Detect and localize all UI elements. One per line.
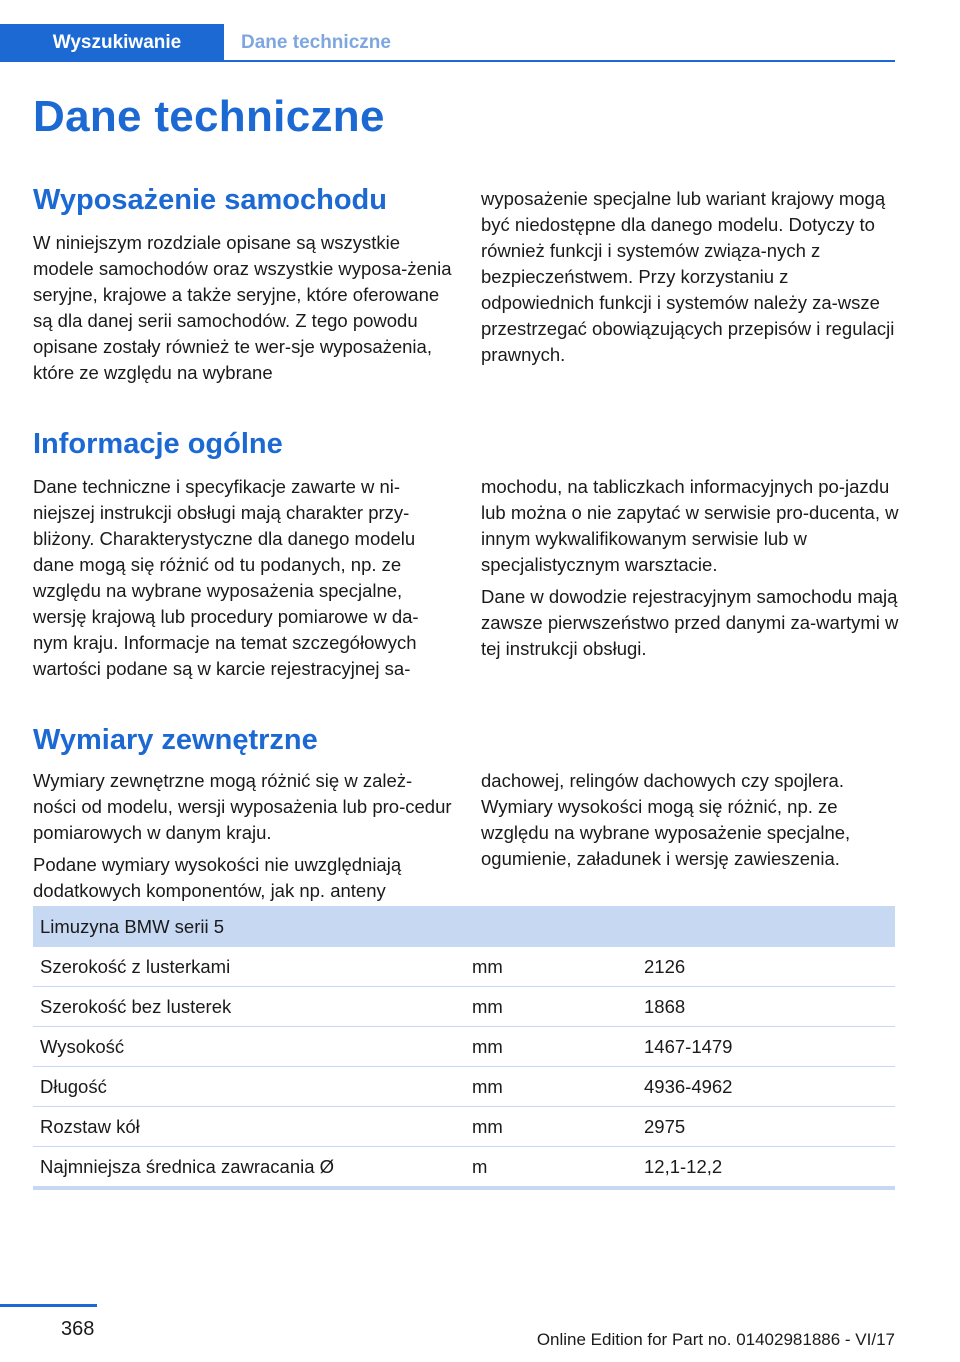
row-value: 1868 bbox=[637, 987, 895, 1027]
row-label: Szerokość z lusterkami bbox=[33, 947, 465, 987]
paragraph: Dane techniczne i specyfikacje zawarte w ni‐niejszej instrukcji obsługi mają charakter przy‐bliżony. Charakterystyczne dla danego modelu dane mogą się różnić od tu podanych, np. ze względu na wybrane wyposażenia specjalne, wersję krajową lub procedury pomiarowe w da‐nym kraju. Informacje na temat szczegółowych wartości podane są w karcie rejestracyjnej sa‐ bbox=[33, 476, 419, 679]
table-header: Limuzyna BMW serii 5 bbox=[33, 906, 895, 947]
row-value: 1467-1479 bbox=[637, 1027, 895, 1067]
section-wymiary-left bbox=[33, 768, 453, 910]
row-value: 2126 bbox=[637, 947, 895, 987]
table-header-row bbox=[33, 906, 895, 947]
row-unit: mm bbox=[465, 947, 637, 987]
row-unit: mm bbox=[465, 1067, 637, 1107]
edition-footer: Online Edition for Part no. 01402981886 - VI/17 bbox=[536, 1330, 895, 1349]
row-label: Wysokość bbox=[33, 1027, 465, 1067]
row-label: Najmniejsza średnica zawracania Ø bbox=[33, 1147, 465, 1189]
page-number: 368 bbox=[61, 1318, 95, 1340]
section-heading-wyposazenie: Wyposażenie samochodu bbox=[33, 184, 387, 216]
paragraph: Wymiary zewnętrzne mogą różnić się w zależ‐ności od modelu, wersji wyposażenia lub pro‐cedur pomiarowych w danym kraju. bbox=[33, 770, 452, 843]
page-number-rule bbox=[0, 1304, 97, 1307]
section-wyposazenie-right bbox=[481, 186, 901, 374]
row-unit: mm bbox=[465, 1027, 637, 1067]
section-heading-informacje: Informacje ogólne bbox=[33, 428, 283, 460]
section-wyposazenie-left bbox=[33, 230, 453, 392]
row-value: 2975 bbox=[637, 1107, 895, 1147]
table-row bbox=[33, 1107, 895, 1147]
section-heading-wymiary: Wymiary zewnętrzne bbox=[33, 724, 318, 756]
paragraph: mochodu, na tabliczkach informacyjnych po‐jazdu lub można o nie zapytać w serwisie pro‐ducenta, w innym wykwalifikowanym serwisie lub w specjalistycznym warsztacie. bbox=[481, 476, 899, 575]
section-wymiary-right bbox=[481, 768, 901, 878]
header-rule bbox=[224, 60, 895, 62]
page-title: Dane techniczne bbox=[33, 92, 385, 141]
header-tabs bbox=[0, 24, 895, 62]
paragraph: wyposażenie specjalne lub wariant krajowy mogą być niedostępne dla danego modelu. Dotyczy to również funkcji i systemów związa‐nych z bezpieczeństwem. Przy korzystaniu z odpowiednich funkcji i systemów należy za‐wsze przestrzegać obowiązujących przepisów i regulacji prawnych. bbox=[481, 188, 895, 365]
section-informacje-left bbox=[33, 474, 453, 688]
dimensions-table bbox=[33, 906, 895, 1190]
row-label: Długość bbox=[33, 1067, 465, 1107]
row-unit: mm bbox=[465, 987, 637, 1027]
row-label: Szerokość bez lusterek bbox=[33, 987, 465, 1027]
table-row bbox=[33, 987, 895, 1027]
row-value: 12,1-12,2 bbox=[637, 1147, 895, 1189]
tab-wyszukiwanie[interactable]: Wyszukiwanie bbox=[0, 24, 224, 62]
paragraph: Podane wymiary wysokości nie uwzględniają dodatkowych komponentów, jak np. anteny bbox=[33, 854, 402, 901]
paragraph: Dane w dowodzie rejestracyjnym samochodu mają zawsze pierwszeństwo przed danymi za‐wartymi w tej instrukcji obsługi. bbox=[481, 586, 899, 659]
paragraph: dachowej, relingów dachowych czy spojlera. Wymiary wysokości mogą się różnić, np. ze względu na wybrane wyposażenie specjalne, ogumienie, załadunek i wersję zawieszenia. bbox=[481, 770, 851, 869]
paragraph: W niniejszym rozdziale opisane są wszystkie modele samochodów oraz wszystkie wyposa‐żenia seryjne, krajowe a także seryjne, które oferowane są dla danej serii samochodów. Z tego powodu opisane zostały również te wer‐sje wyposażenia, które ze względu na wybrane bbox=[33, 232, 452, 383]
table-row bbox=[33, 1067, 895, 1107]
row-label: Rozstaw kół bbox=[33, 1107, 465, 1147]
row-value: 4936-4962 bbox=[637, 1067, 895, 1107]
table-row bbox=[33, 947, 895, 987]
table-row bbox=[33, 1027, 895, 1067]
tab-dane-techniczne[interactable]: Dane techniczne bbox=[241, 32, 391, 53]
row-unit: mm bbox=[465, 1107, 637, 1147]
table-row bbox=[33, 1147, 895, 1189]
row-unit: m bbox=[465, 1147, 637, 1189]
section-informacje-right bbox=[481, 474, 901, 668]
